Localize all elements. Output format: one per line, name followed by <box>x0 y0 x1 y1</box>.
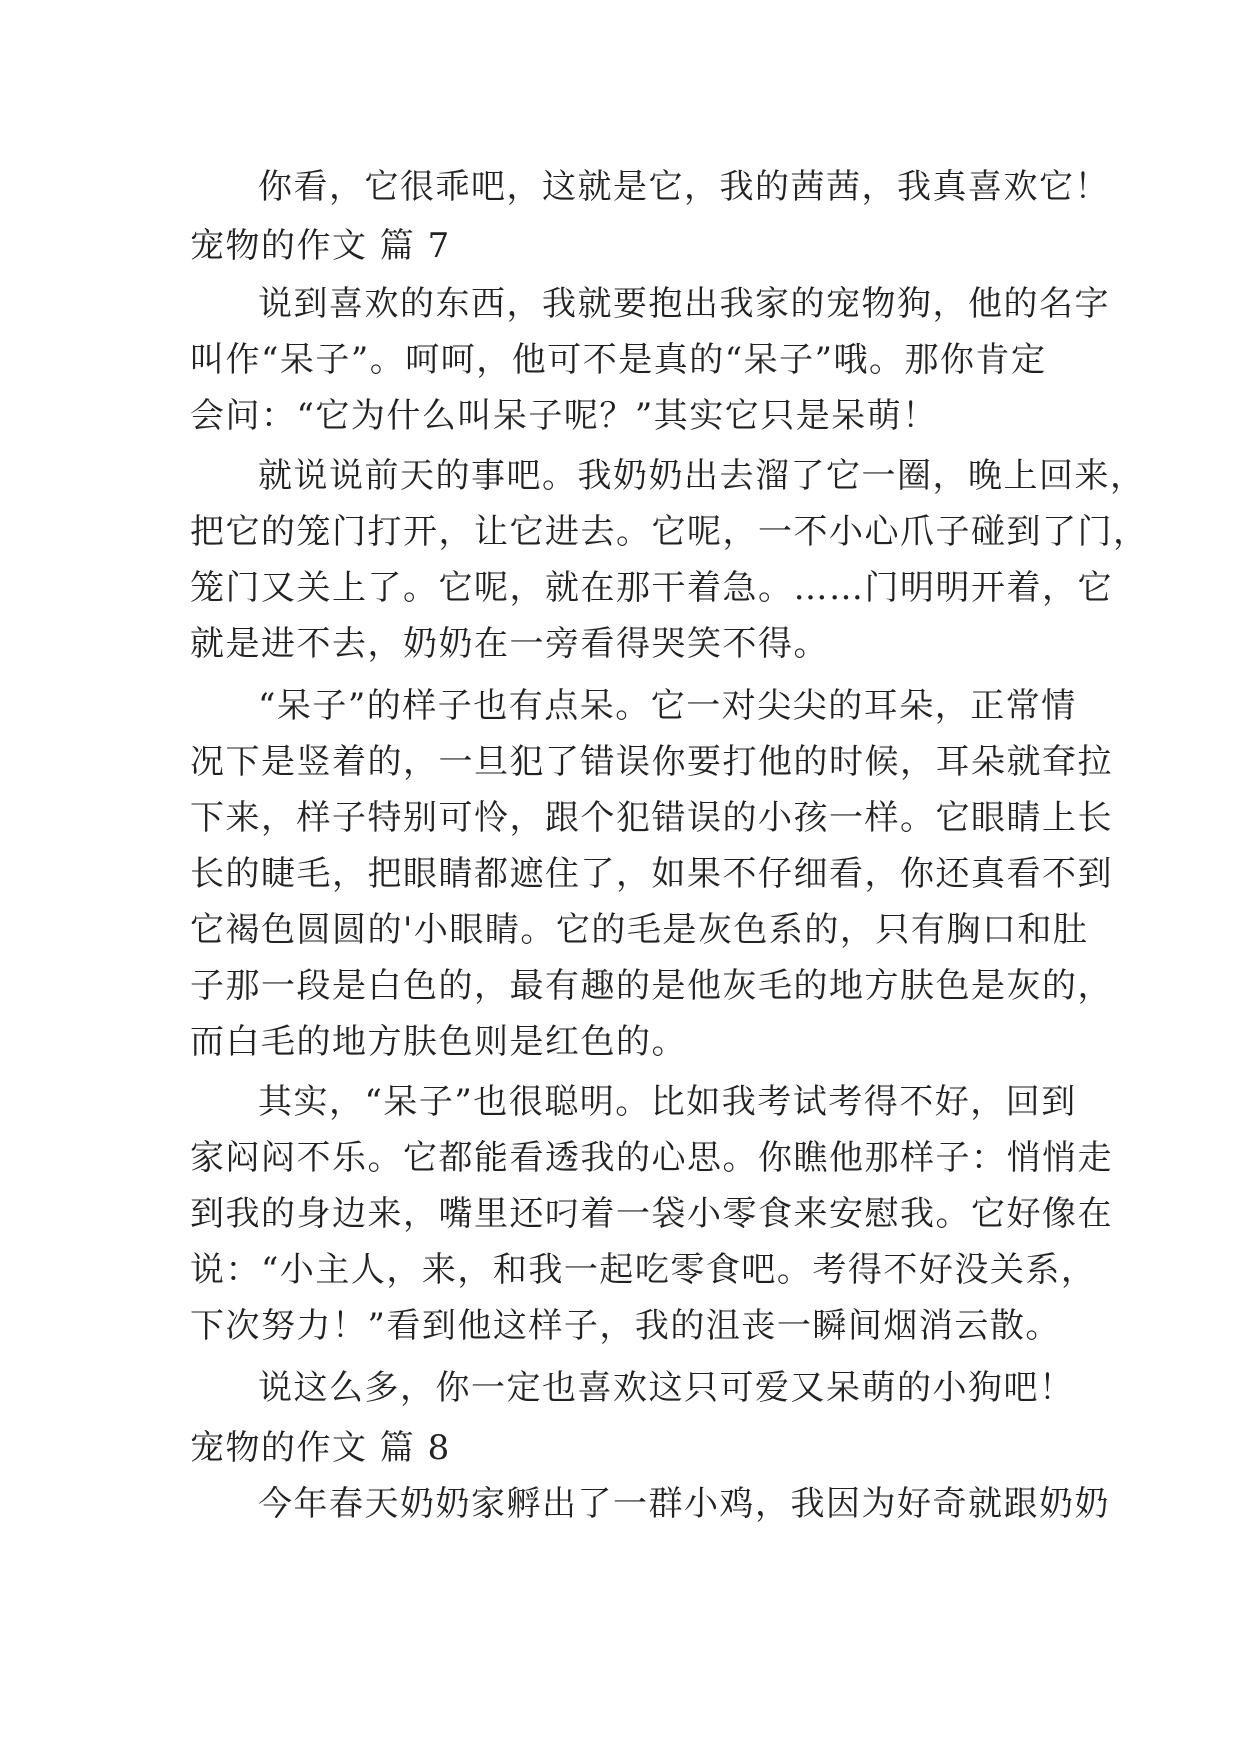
paragraph-line: 笼门又关上了。它呢，就在那干着急。……门明明开着，它 <box>190 568 1113 608</box>
paragraph-line: 把它的笼门打开，让它进去。它呢，一不小心爪子碰到了门， <box>190 512 1149 552</box>
paragraph-line: 说这么多，你一定也喜欢这只可爱又呆萌的小狗吧！ <box>258 1368 1075 1408</box>
paragraph-line: 就是进不去，奶奶在一旁看得哭笑不得。 <box>190 624 829 664</box>
paragraph-line: “呆子”的样子也有点呆。它一对尖尖的耳朵，正常情 <box>258 686 1077 726</box>
paragraph-line: 而白毛的地方肤色则是红色的。 <box>190 1022 687 1062</box>
paragraph-line: 你看，它很乖吧，这就是它，我的茜茜，我真喜欢它！ <box>258 167 1110 207</box>
paragraph-line: 况下是竖着的，一旦犯了错误你要打他的时候，耳朵就耷拉 <box>190 742 1113 782</box>
paragraph-line: 说：“小主人，来，和我一起吃零食吧。考得不好没关系， <box>190 1250 1097 1290</box>
paragraph-line: 家闷闷不乐。它都能看透我的心思。你瞧他那样子：悄悄走 <box>190 1138 1113 1178</box>
paragraph-line: 它褐色圆圆的'小眼睛。它的毛是灰色系的，只有胸口和肚 <box>190 910 1089 950</box>
paragraph-line: 其实，“呆子”也很聪明。比如我考试考得不好，回到 <box>258 1082 1077 1122</box>
paragraph-line: 今年春天奶奶家孵出了一群小鸡，我因为好奇就跟奶奶 <box>258 1484 1110 1524</box>
paragraph-line: 到我的身边来，嘴里还叼着一袋小零食来安慰我。它好像在 <box>190 1194 1113 1234</box>
section-heading: 宠物的作文 篇 7 <box>190 226 451 266</box>
paragraph-line: 叫作“呆子”。呵呵，他可不是真的“呆子”哦。那你肯定 <box>190 340 1047 380</box>
paragraph-line: 就说说前天的事吧。我奶奶出去溜了它一圈，晚上回来， <box>258 456 1146 496</box>
paragraph-line: 子那一段是白色的，最有趣的是他灰毛的地方肤色是灰的， <box>190 966 1113 1006</box>
paragraph-line: 下次努力！”看到他这样子，我的沮丧一瞬间烟消云散。 <box>190 1306 1061 1346</box>
paragraph-line: 长的睫毛，把眼睛都遮住了，如果不仔细看，你还真看不到 <box>190 854 1113 894</box>
paragraph-line: 下来，样子特别可怜，跟个犯错误的小孩一样。它眼睛上长 <box>190 798 1113 838</box>
section-heading: 宠物的作文 篇 8 <box>190 1428 451 1468</box>
paragraph-line: 会问：“它为什么叫呆子呢？”其实它只是呆萌！ <box>190 396 938 436</box>
paragraph-line: 说到喜欢的东西，我就要抱出我家的宠物狗，他的名字 <box>258 284 1110 324</box>
